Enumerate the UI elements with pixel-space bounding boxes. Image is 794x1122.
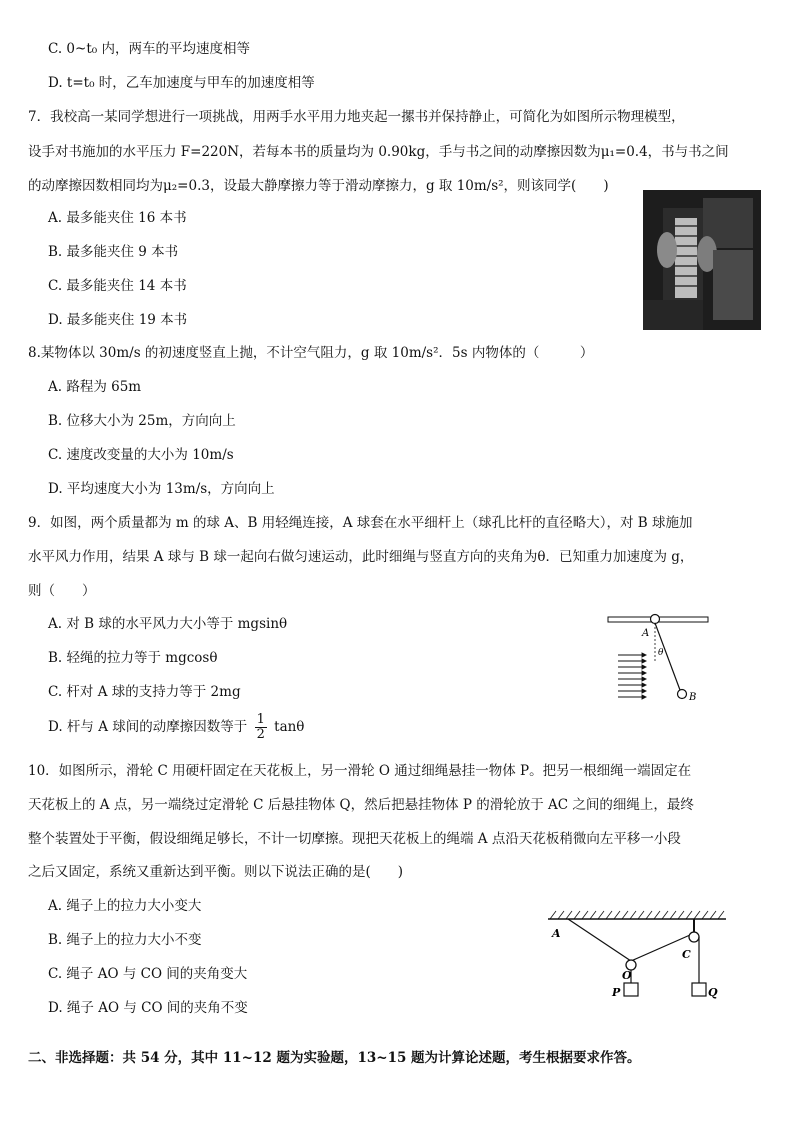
q10-label-c: C [682,948,691,961]
q10-stem-line1: 10．如图所示，滑轮 C 用硬杆固定在天花板上，另一滑轮 O 通过细绳悬挂一物体 P。把另一根细绳一端固定在 [28,763,692,779]
q7-option-d: D. 最多能夹住 19 本书 [48,312,188,328]
q7-option-a: A. 最多能夹住 16 本书 [48,210,187,226]
q9-fraction-denominator: 2 [256,727,265,742]
q9-figure [600,605,720,705]
q9-option-c: C. 杆对 A 球的支持力等于 2mg [48,684,241,700]
q9-wind-arrows [618,653,646,699]
q7-photo-books [643,190,761,330]
q8-option-a: A. 路程为 65m [48,379,142,395]
q9-option-b: B. 轻绳的拉力等于 mgcosθ [48,650,218,666]
q10-label-a: A [552,927,561,940]
q7-stem-line2: 设手对书施加的水平压力 F=220N，若每本书的质量均为 0.90kg，手与书之间的动摩擦因数为μ₁=0.4，书与书之间 [28,144,729,160]
q10-stem-line2: 天花板上的 A 点，另一端绕过定滑轮 C 后悬挂物体 Q，然后把悬挂物体 P 的滑轮放于 AC 之间的细绳上，最终 [28,797,694,813]
q9-stem-line1: 9．如图，两个质量都为 m 的球 A、B 用轻绳连接，A 球套在水平细杆上（球孔比杆的直径略大），对 B 球施加 [28,515,693,531]
q10-option-a: A. 绳子上的拉力大小变大 [48,898,202,914]
q10-rope-ao [568,919,631,961]
q10-label-p: P [612,986,621,999]
q9-label-theta: θ [658,648,664,658]
q9-option-a: A. 对 B 球的水平风力大小等于 mgsinθ [48,616,288,632]
q8-option-c: C. 速度改变量的大小为 10m/s [48,447,234,463]
q10-stem-line4: 之后又固定，系统又重新达到平衡。则以下说法正确的是( ) [28,864,404,880]
q10-label-o: O [622,969,632,982]
q8-option-d: D. 平均速度大小为 13m/s，方向向上 [48,481,275,497]
q9-ball-a [651,615,660,624]
q9-stem-line3: 则（ ） [28,583,96,599]
q10-option-d: D. 绳子 AO 与 CO 间的夹角不变 [48,1000,248,1016]
q9-ball-b [678,690,687,699]
q9-option-d-suffix: tanθ [274,719,305,735]
q10-figure [540,905,730,1015]
q10-block-q [692,983,706,996]
q10-block-p [624,983,638,996]
q9-fraction-numerator: 1 [256,712,265,727]
q10-option-b: B. 绳子上的拉力大小不变 [48,932,202,948]
q7-stem-line1: 7．我校高一某同学想进行一项挑战，用两手水平用力地夹起一摞书并保持静止，可简化为如图所示物理模型， [28,109,685,125]
q9-fraction [255,713,267,742]
q9-option-d [48,712,304,742]
q8-option-b: B. 位移大小为 25m，方向向上 [48,413,236,429]
q8-stem: 8.某物体以 30m/s 的初速度竖直上抛，不计空气阻力，g 取 10m/s²．5s 内物体的（ ） [28,345,594,361]
q7-option-c: C. 最多能夹住 14 本书 [48,278,187,294]
q10-pulley-c [689,932,699,942]
q7-stem-line3: 的动摩擦因数相同均为μ₂=0.3，设最大静摩擦力等于滑动摩擦力，g 取 10m/s²，则该同学( ) [28,178,609,194]
q9-label-b: B [689,692,697,703]
q10-option-c: C. 绳子 AO 与 CO 间的夹角变大 [48,966,248,982]
q9-option-d-prefix: D. 杆与 A 球间的动摩擦因数等于 [48,719,248,735]
q10-label-q: Q [708,986,718,999]
section2-heading: 二、非选择题：共 54 分，其中 11~12 题为实验题，13~15 题为计算论述题，考生根据要求作答。 [28,1050,641,1066]
q9-stem-line2: 水平风力作用，结果 A 球与 B 球一起向右做匀速运动，此时细绳与竖直方向的夹角为θ．已知重力加速度为 g， [28,549,694,565]
q6-option-d: D. t=t₀ 时，乙车加速度与甲车的加速度相等 [48,75,315,91]
q10-ceiling-hatch [550,911,724,919]
q10-stem-line3: 整个装置处于平衡，假设细绳足够长，不计一切摩擦。现把天花板上的绳端 A 点沿天花板稍微向左平移一小段 [28,831,681,847]
q6-option-c: C. 0~t₀ 内，两车的平均速度相等 [48,41,250,57]
q9-label-a: A [642,628,650,639]
q7-option-b: B. 最多能夹住 9 本书 [48,244,179,260]
